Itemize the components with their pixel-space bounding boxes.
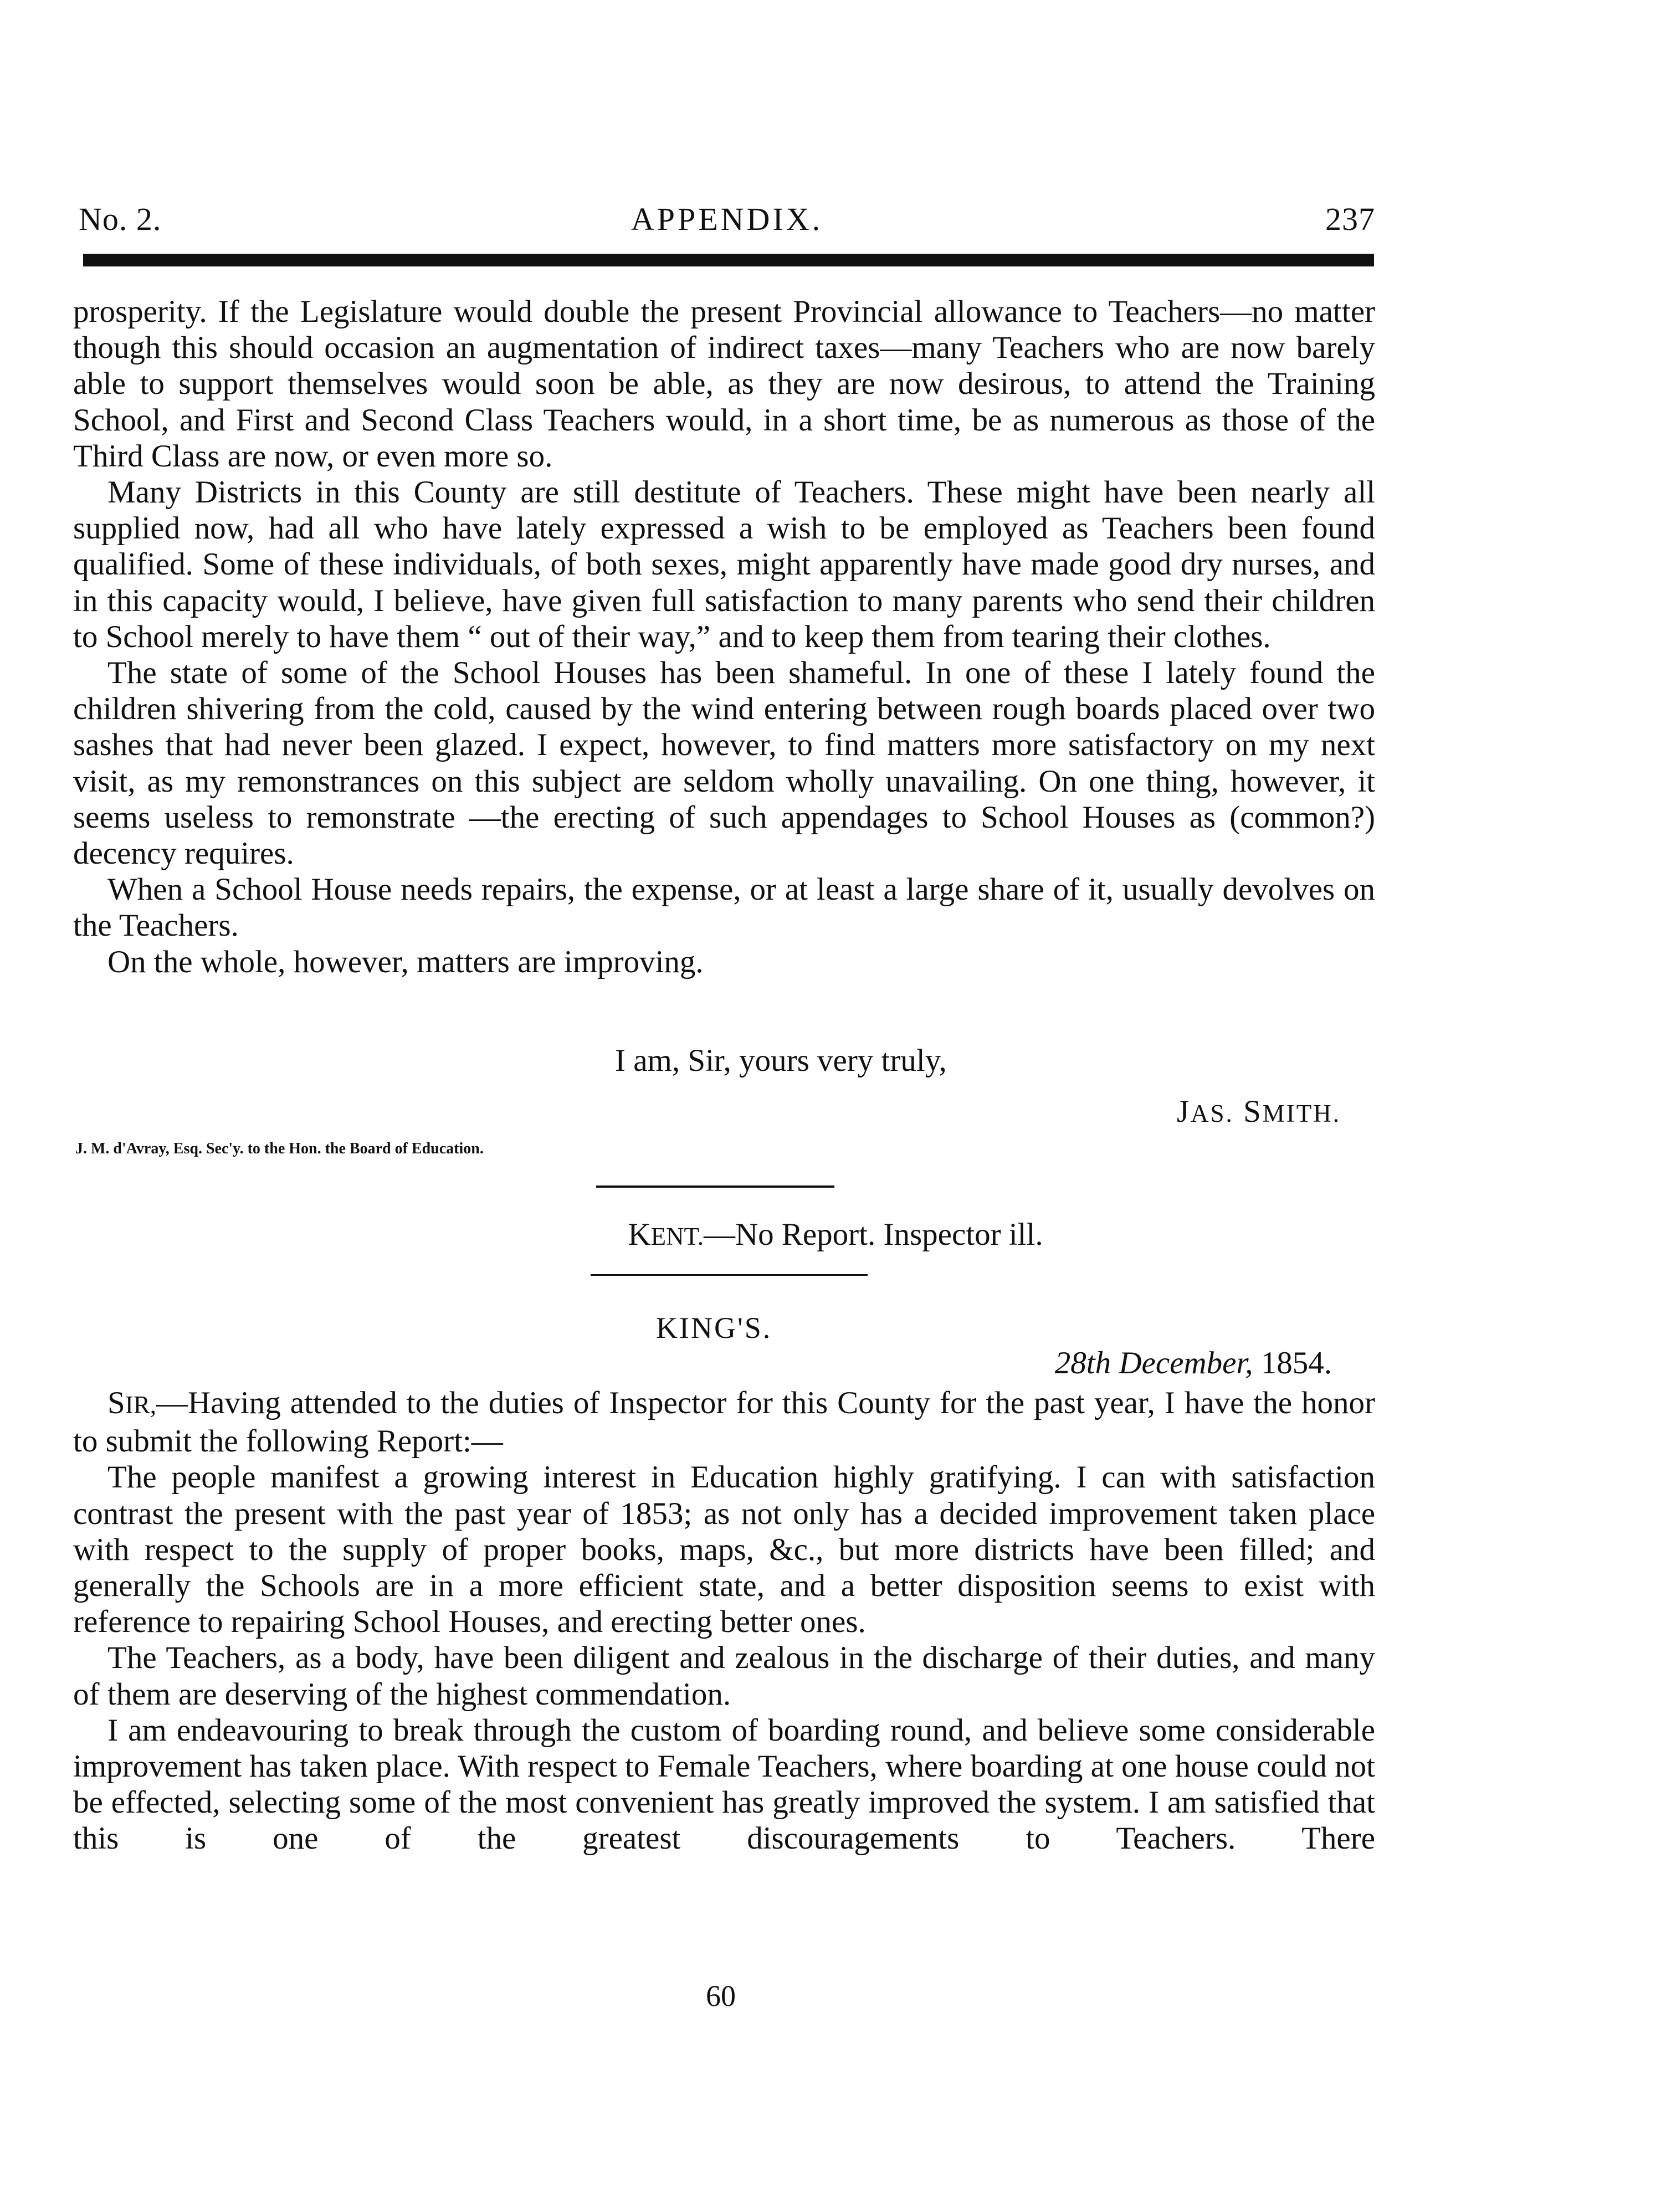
top-section-text [73,294,1375,980]
paragraph: I am endeavouring to break through the custom of boarding round, and believe some considerable improvement has taken place. With respect to Female Teachers, where boarding at one house could not be effected, selecting some of the most convenient has greatly improved the system. I am satisfied that this is one of the greatest discouragements to Teachers. There [73,1712,1375,1856]
kent-section: KENT.—No Report. Inspector ill. [628,1217,1043,1252]
kings-heading: KING'S. [656,1311,772,1344]
paragraph: Many Districts in this County are still destitute of Teachers. These might have been nearly all supplied now, had all who have lately expressed a wish to be employed as Teachers been found qualified. Some of these individuals, of both sexes, might apparently have made good dry nurses, and in this capacity would, I believe, have given full satisfaction to many parents who send their children to School merely to have them “ out of their way,” and to keep them from tearing their clothes. [73,475,1375,654]
running-head [79,201,1375,245]
signature-mark: 60 [706,1979,736,2013]
paragraph: SIR,—Having attended to the duties of Inspector for this County for the past year, I have the honor to submit the following Report:— [73,1385,1375,1459]
letter-closing: I am, Sir, yours very truly, [615,1043,947,1078]
kings-text [73,1385,1375,1857]
paragraph: When a School House needs repairs, the expense, or at least a large share of it, usually devolves on the Teachers. [73,872,1375,943]
running-title: APPENDIX. [631,201,823,237]
page-number: 237 [1325,201,1375,237]
kent-report-text: —No Report. Inspector ill. [703,1217,1043,1252]
section-number: No. 2. [79,201,162,237]
letter-date: 28th December, 1854. [1054,1346,1332,1380]
section-divider [596,1185,834,1188]
addressee-line: J. M. d'Avray, Esq. Sec'y. to the Hon. the Board of Education. [75,1140,484,1157]
paragraph: The people manifest a growing interest in Education highly gratifying. I can with satisfaction contrast the present with the past year of 1853; as not only has a decided improvement taken place with respect to the supply of proper books, maps, &c., but more districts have been filled; and generally the Schools are in a more efficient state, and a better disposition seems to exist with reference to repairing School Houses, and erecting better ones. [73,1460,1375,1640]
signature: JAS. SMITH. [1176,1094,1341,1129]
header-rule [83,254,1374,266]
paragraph: prosperity. If the Legislature would double the present Provincial allowance to Teachers—no matter though this should occasion an augmentation of indirect taxes—many Teachers who are now barely able to support themselves would soon be able, as they are now desirous, to attend the Training School, and First and Second Class Teachers would, in a short time, be as numerous as those of the Third Class are now, or even more so. [73,294,1375,474]
paragraph: On the whole, however, matters are improving. [107,944,704,979]
paragraph: The Teachers, as a body, have been diligent and zealous in the discharge of their duties, and many of them are deserving of the highest commendation. [73,1640,1375,1712]
paragraph: The state of some of the School Houses has been shameful. In one of these I lately found the children shivering from the cold, caused by the wind entering between rough boards placed over two sashes that had never been glazed. I expect, however, to find matters more satisfactory on my next visit, as my remonstrances on this subject are seldom wholly unavailing. On one thing, however, it seems useless to remonstrate —the erecting of such appendages to School Houses as (common?) decency requires. [73,655,1375,871]
section-divider [591,1274,868,1276]
